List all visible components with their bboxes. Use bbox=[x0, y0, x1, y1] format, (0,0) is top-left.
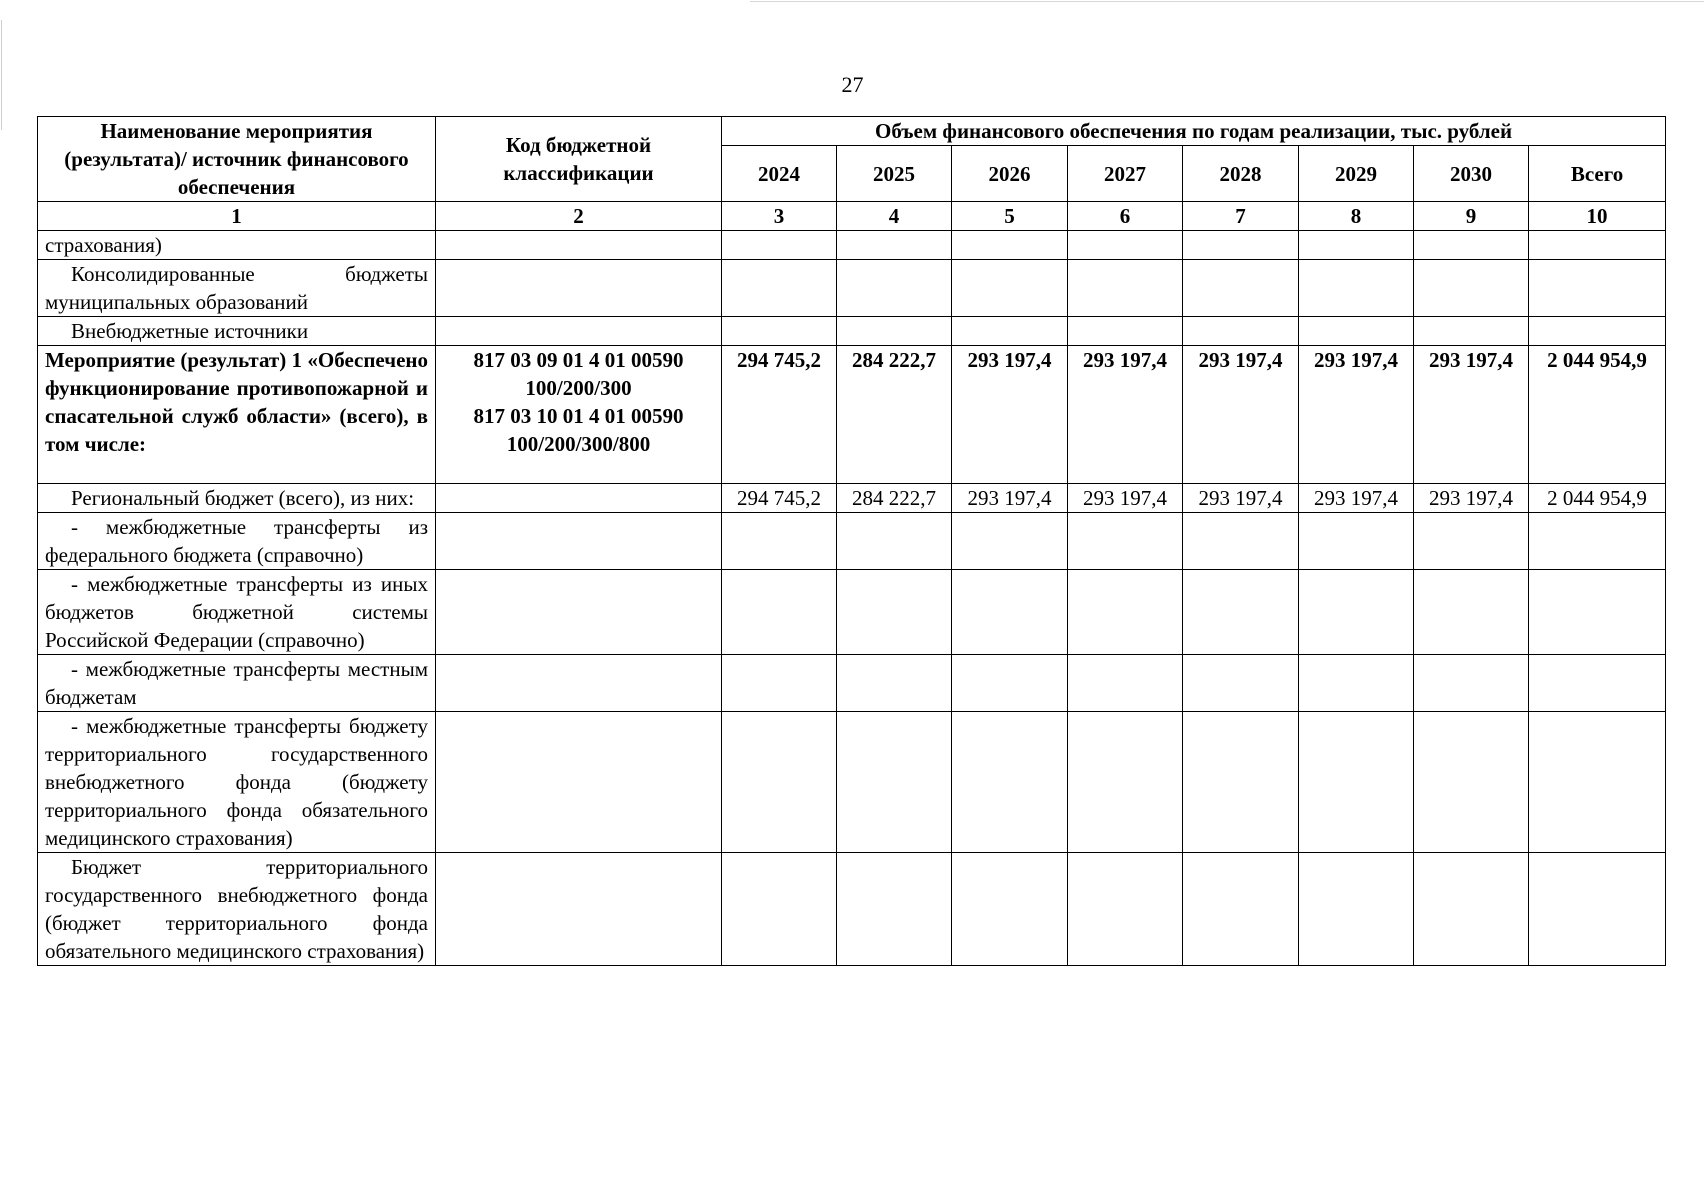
row-name: Бюджет территориального государственного внебюджетного фонда (бюджет территориального фонда обязательного медицинского страхования) bbox=[38, 853, 436, 966]
row-value bbox=[1068, 655, 1183, 712]
row-value bbox=[1068, 570, 1183, 655]
column-number: 8 bbox=[1299, 202, 1414, 231]
row-value bbox=[1183, 655, 1299, 712]
row-value: 293 197,4 bbox=[1068, 484, 1183, 513]
row-value bbox=[1183, 570, 1299, 655]
row-value bbox=[1299, 231, 1414, 260]
scan-edge-top bbox=[750, 1, 1704, 2]
column-number: 10 bbox=[1529, 202, 1666, 231]
row-value bbox=[1183, 317, 1299, 346]
header-year: 2024 bbox=[722, 146, 837, 202]
row-value bbox=[1299, 570, 1414, 655]
row-value bbox=[952, 513, 1068, 570]
table-row bbox=[38, 655, 1666, 712]
row-value bbox=[952, 712, 1068, 853]
row-value bbox=[1414, 712, 1529, 853]
row-value bbox=[722, 655, 837, 712]
header-name-col: Наименование мероприятия (результата)/ источник финансового обеспечения bbox=[38, 117, 436, 202]
column-numbers-row bbox=[38, 202, 1666, 231]
header-year: 2030 bbox=[1414, 146, 1529, 202]
row-value: 2 044 954,9 bbox=[1529, 346, 1666, 484]
row-value bbox=[1183, 513, 1299, 570]
row-value bbox=[1414, 570, 1529, 655]
row-value bbox=[1183, 712, 1299, 853]
row-value bbox=[1183, 231, 1299, 260]
row-value bbox=[837, 513, 952, 570]
row-value bbox=[1529, 231, 1666, 260]
row-value bbox=[1068, 513, 1183, 570]
code-line: 817 03 10 01 4 01 00590 bbox=[473, 404, 684, 428]
header-total: Всего bbox=[1529, 146, 1666, 202]
row-value bbox=[837, 570, 952, 655]
row-value: 293 197,4 bbox=[1068, 346, 1183, 484]
row-value bbox=[1414, 260, 1529, 317]
row-value bbox=[837, 853, 952, 966]
row-value bbox=[952, 231, 1068, 260]
row-value bbox=[1299, 317, 1414, 346]
row-code bbox=[436, 513, 722, 570]
row-value: 293 197,4 bbox=[1414, 346, 1529, 484]
row-value bbox=[1529, 317, 1666, 346]
row-code bbox=[436, 853, 722, 966]
header-volume-col: Объем финансового обеспечения по годам реализации, тыс. рублей bbox=[722, 117, 1666, 146]
row-value: 293 197,4 bbox=[1414, 484, 1529, 513]
row-value bbox=[1068, 231, 1183, 260]
row-name: - межбюджетные трансферты из федерального бюджета (справочно) bbox=[38, 513, 436, 570]
row-name: Мероприятие (результат) 1 «Обеспечено функционирование противопожарной и спасательной служб области» (всего), в том числе: bbox=[38, 346, 436, 484]
code-line: 817 03 09 01 4 01 00590 bbox=[473, 348, 684, 372]
column-number: 9 bbox=[1414, 202, 1529, 231]
table-row bbox=[38, 317, 1666, 346]
row-value bbox=[1183, 853, 1299, 966]
row-name: Консолидированные бюджеты муниципальных образований bbox=[38, 260, 436, 317]
row-value bbox=[722, 317, 837, 346]
row-value bbox=[952, 853, 1068, 966]
table-row bbox=[38, 712, 1666, 853]
row-value bbox=[722, 712, 837, 853]
header-year: 2027 bbox=[1068, 146, 1183, 202]
row-name: - межбюджетные трансферты из иных бюджетов бюджетной системы Российской Федерации (справочно) bbox=[38, 570, 436, 655]
row-value bbox=[722, 570, 837, 655]
row-value bbox=[1068, 712, 1183, 853]
row-value bbox=[1183, 260, 1299, 317]
row-value bbox=[1529, 712, 1666, 853]
code-line: 100/200/300/800 bbox=[506, 432, 651, 456]
row-value bbox=[952, 317, 1068, 346]
table-row bbox=[38, 513, 1666, 570]
row-value bbox=[1529, 513, 1666, 570]
row-name: - межбюджетные трансферты местным бюджетам bbox=[38, 655, 436, 712]
column-number: 3 bbox=[722, 202, 837, 231]
row-value bbox=[1529, 655, 1666, 712]
row-value bbox=[837, 712, 952, 853]
table-row bbox=[38, 853, 1666, 966]
row-value bbox=[952, 570, 1068, 655]
row-value bbox=[1068, 317, 1183, 346]
row-value bbox=[1529, 853, 1666, 966]
row-value: 293 197,4 bbox=[952, 346, 1068, 484]
column-number: 4 bbox=[837, 202, 952, 231]
row-value bbox=[952, 655, 1068, 712]
row-value: 293 197,4 bbox=[952, 484, 1068, 513]
row-value bbox=[722, 231, 837, 260]
header-year: 2028 bbox=[1183, 146, 1299, 202]
row-value bbox=[1299, 260, 1414, 317]
row-name: Внебюджетные источники bbox=[38, 317, 436, 346]
row-value bbox=[1299, 513, 1414, 570]
table-row bbox=[38, 260, 1666, 317]
row-value bbox=[1299, 712, 1414, 853]
row-value bbox=[1414, 317, 1529, 346]
row-value bbox=[722, 260, 837, 317]
row-value: 284 222,7 bbox=[837, 346, 952, 484]
row-value bbox=[722, 853, 837, 966]
row-value: 284 222,7 bbox=[837, 484, 952, 513]
row-code bbox=[436, 655, 722, 712]
row-value bbox=[952, 260, 1068, 317]
row-value bbox=[1529, 260, 1666, 317]
row-code bbox=[436, 231, 722, 260]
row-code bbox=[436, 484, 722, 513]
header-year: 2029 bbox=[1299, 146, 1414, 202]
table-row bbox=[38, 570, 1666, 655]
budget-table bbox=[37, 116, 1666, 966]
row-value bbox=[1299, 655, 1414, 712]
row-value bbox=[1414, 853, 1529, 966]
column-number: 2 bbox=[436, 202, 722, 231]
column-number: 1 bbox=[38, 202, 436, 231]
row-name: страхования) bbox=[38, 231, 436, 260]
table-row bbox=[38, 346, 1666, 484]
page-number: 27 bbox=[841, 72, 864, 97]
row-value: 293 197,4 bbox=[1299, 484, 1414, 513]
row-value bbox=[837, 260, 952, 317]
row-code bbox=[436, 712, 722, 853]
column-number: 7 bbox=[1183, 202, 1299, 231]
row-code bbox=[436, 570, 722, 655]
row-name: Региональный бюджет (всего), из них: bbox=[38, 484, 436, 513]
code-line: 100/200/300 bbox=[525, 376, 632, 400]
header-year: 2026 bbox=[952, 146, 1068, 202]
column-number: 6 bbox=[1068, 202, 1183, 231]
header-code-col: Код бюджетной классификации bbox=[436, 117, 722, 202]
row-value bbox=[1299, 853, 1414, 966]
row-value: 294 745,2 bbox=[722, 346, 837, 484]
row-value: 293 197,4 bbox=[1183, 484, 1299, 513]
header-row bbox=[38, 117, 1666, 146]
row-code bbox=[436, 346, 722, 484]
row-value bbox=[1068, 260, 1183, 317]
header-year: 2025 bbox=[837, 146, 952, 202]
row-value bbox=[1414, 655, 1529, 712]
row-value bbox=[722, 513, 837, 570]
row-value: 293 197,4 bbox=[1183, 346, 1299, 484]
table-row bbox=[38, 231, 1666, 260]
row-value: 2 044 954,9 bbox=[1529, 484, 1666, 513]
row-value bbox=[837, 655, 952, 712]
column-number: 5 bbox=[952, 202, 1068, 231]
row-value: 293 197,4 bbox=[1299, 346, 1414, 484]
row-name: - межбюджетные трансферты бюджету территориального государственного внебюджетного фонда (бюджету территориального фонда обязательного медицинского страхования) bbox=[38, 712, 436, 853]
row-value bbox=[1068, 853, 1183, 966]
row-value bbox=[837, 317, 952, 346]
row-value bbox=[1529, 570, 1666, 655]
row-value bbox=[1414, 231, 1529, 260]
row-code bbox=[436, 260, 722, 317]
row-code bbox=[436, 317, 722, 346]
row-value: 294 745,2 bbox=[722, 484, 837, 513]
row-value bbox=[837, 231, 952, 260]
row-value bbox=[1414, 513, 1529, 570]
table-row bbox=[38, 484, 1666, 513]
